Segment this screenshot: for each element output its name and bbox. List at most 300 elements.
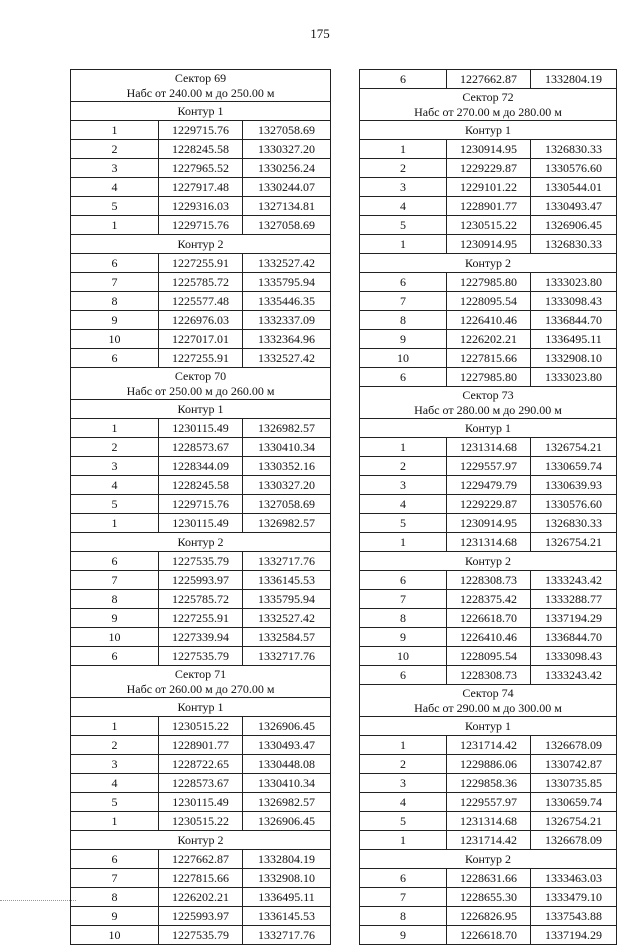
coordinate-x: 1228095.54 (447, 647, 531, 666)
coordinate-x: 1230515.22 (159, 812, 243, 831)
coordinate-x: 1225993.97 (159, 571, 243, 590)
table-row (71, 495, 331, 514)
table-row (71, 330, 331, 349)
contour-header-row (360, 254, 617, 273)
coordinate-y: 1326982.57 (243, 793, 331, 812)
point-number: 6 (71, 254, 159, 273)
sector-header (71, 666, 331, 698)
sector-height-range: Набс от 280.00 м до 290.00 м (414, 403, 562, 417)
coordinate-y: 1333098.43 (531, 647, 617, 666)
sector-height-range: Набс от 260.00 м до 270.00 м (126, 682, 275, 696)
contour-header: Контур 2 (360, 850, 617, 869)
coordinate-x: 1231314.68 (447, 533, 531, 552)
coordinate-y: 1326830.33 (531, 514, 617, 533)
point-number: 1 (71, 419, 159, 438)
point-number: 1 (360, 533, 447, 552)
coordinate-x: 1229557.97 (447, 793, 531, 812)
point-number: 9 (360, 926, 447, 945)
coordinate-y: 1332717.76 (243, 926, 331, 945)
coordinate-y: 1333288.77 (531, 590, 617, 609)
coordinate-x: 1227017.01 (159, 330, 243, 349)
coordinate-y: 1336495.11 (531, 330, 617, 349)
coordinate-x: 1229229.87 (447, 495, 531, 514)
coordinate-y: 1332527.42 (243, 254, 331, 273)
coordinate-x: 1228573.67 (159, 774, 243, 793)
coordinate-y: 1336844.70 (531, 311, 617, 330)
point-number: 8 (360, 609, 447, 628)
point-number: 1 (360, 140, 447, 159)
coordinate-y: 1332717.76 (243, 647, 331, 666)
coordinate-y: 1326906.45 (531, 216, 617, 235)
point-number: 8 (360, 907, 447, 926)
coordinate-x: 1227535.79 (159, 926, 243, 945)
point-number: 1 (71, 717, 159, 736)
coordinate-x: 1230515.22 (447, 216, 531, 235)
point-number: 6 (360, 273, 447, 292)
contour-header-row (71, 102, 331, 121)
table-row (71, 793, 331, 812)
table-row (71, 140, 331, 159)
coordinates-table-right (359, 69, 617, 945)
coordinate-y: 1330576.60 (531, 495, 617, 514)
table-row (360, 349, 617, 368)
point-number: 1 (71, 121, 159, 140)
point-number: 2 (360, 159, 447, 178)
table-row (360, 216, 617, 235)
point-number: 2 (71, 140, 159, 159)
page-number: 175 (310, 26, 330, 41)
table-row (360, 869, 617, 888)
point-number: 9 (71, 907, 159, 926)
coordinate-y: 1332804.19 (531, 70, 617, 89)
sector-height-range: Набс от 250.00 м до 260.00 м (126, 384, 275, 398)
table-row (360, 793, 617, 812)
coordinate-x: 1230115.49 (159, 419, 243, 438)
table-row (360, 774, 617, 793)
table-row (71, 869, 331, 888)
point-number: 7 (360, 590, 447, 609)
coordinate-x: 1227965.52 (159, 159, 243, 178)
coordinate-y: 1337543.88 (531, 907, 617, 926)
coordinate-x: 1228308.73 (447, 666, 531, 685)
coordinate-x: 1228901.77 (447, 197, 531, 216)
point-number: 6 (360, 368, 447, 387)
coordinate-y: 1335795.94 (243, 273, 331, 292)
point-number: 9 (360, 628, 447, 647)
table-row (360, 292, 617, 311)
sector-height-range: Набс от 270.00 м до 280.00 м (414, 105, 562, 119)
contour-header-row (71, 400, 331, 419)
sector-header (360, 685, 617, 717)
point-number: 4 (71, 476, 159, 495)
coordinate-x: 1227815.66 (159, 869, 243, 888)
coordinate-x: 1231314.68 (447, 812, 531, 831)
coordinate-x: 1227255.91 (159, 349, 243, 368)
coordinate-x: 1229101.22 (447, 178, 531, 197)
sector-height-range: Набс от 290.00 м до 300.00 м (414, 701, 562, 715)
point-number: 7 (71, 273, 159, 292)
point-number: 6 (71, 850, 159, 869)
point-number: 9 (360, 330, 447, 349)
table-row (71, 273, 331, 292)
coordinate-y: 1336495.11 (243, 888, 331, 907)
point-number: 7 (360, 292, 447, 311)
table-row (71, 736, 331, 755)
coordinate-y: 1332717.76 (243, 552, 331, 571)
coordinate-y: 1326982.57 (243, 514, 331, 533)
table-row (360, 311, 617, 330)
table-row (360, 235, 617, 254)
point-number: 4 (71, 774, 159, 793)
coordinate-y: 1330742.87 (531, 755, 617, 774)
coordinate-y: 1332527.42 (243, 609, 331, 628)
coordinate-y: 1327058.69 (243, 495, 331, 514)
coordinate-x: 1227985.80 (447, 273, 531, 292)
table-row (71, 311, 331, 330)
table-row (360, 736, 617, 755)
coordinate-y: 1326830.33 (531, 235, 617, 254)
table-row (360, 70, 617, 89)
point-number: 1 (360, 831, 447, 850)
coordinate-x: 1228901.77 (159, 736, 243, 755)
coordinate-x: 1225785.72 (159, 273, 243, 292)
table-row (360, 330, 617, 349)
point-number: 4 (360, 495, 447, 514)
coordinate-x: 1227815.66 (447, 349, 531, 368)
point-number: 5 (360, 812, 447, 831)
table-row (71, 514, 331, 533)
coordinate-x: 1227255.91 (159, 254, 243, 273)
contour-header-row (71, 235, 331, 254)
table-row (360, 926, 617, 945)
coordinate-y: 1332584.57 (243, 628, 331, 647)
contour-header-row (71, 698, 331, 717)
coordinate-x: 1227535.79 (159, 552, 243, 571)
coordinate-y: 1326678.09 (531, 831, 617, 850)
coordinate-y: 1332908.10 (243, 869, 331, 888)
coordinate-y: 1332908.10 (531, 349, 617, 368)
coordinate-x: 1227535.79 (159, 647, 243, 666)
coordinate-x: 1231714.42 (447, 831, 531, 850)
table-row (71, 178, 331, 197)
coordinate-x: 1227917.48 (159, 178, 243, 197)
coordinate-y: 1326906.45 (243, 717, 331, 736)
coordinate-y: 1330639.93 (531, 476, 617, 495)
point-number: 5 (360, 216, 447, 235)
table-row (360, 438, 617, 457)
table-row (360, 647, 617, 666)
table-row (360, 907, 617, 926)
point-number: 8 (71, 590, 159, 609)
coordinate-x: 1226618.70 (447, 926, 531, 945)
point-number: 3 (360, 476, 447, 495)
coordinate-x: 1226410.46 (447, 311, 531, 330)
point-number: 1 (360, 235, 447, 254)
coordinate-y: 1326754.21 (531, 812, 617, 831)
coordinate-x: 1228722.65 (159, 755, 243, 774)
sector-header (71, 368, 331, 400)
table-row (360, 273, 617, 292)
point-number: 3 (360, 178, 447, 197)
table-row (360, 140, 617, 159)
coordinate-y: 1335795.94 (243, 590, 331, 609)
coordinate-y: 1330327.20 (243, 140, 331, 159)
coordinate-y: 1333463.03 (531, 869, 617, 888)
point-number: 6 (360, 869, 447, 888)
point-number: 6 (71, 552, 159, 571)
contour-header: Контур 1 (360, 121, 617, 140)
coordinate-x: 1228573.67 (159, 438, 243, 457)
table-row (71, 419, 331, 438)
coordinate-y: 1327134.81 (243, 197, 331, 216)
point-number: 8 (360, 311, 447, 330)
table-row (71, 888, 331, 907)
table-row (360, 457, 617, 476)
table-row (71, 457, 331, 476)
point-number: 8 (71, 888, 159, 907)
table-row (360, 888, 617, 907)
point-number: 6 (360, 666, 447, 685)
contour-header: Контур 2 (360, 254, 617, 273)
contour-header: Контур 1 (71, 400, 331, 419)
point-number: 8 (71, 292, 159, 311)
table-row (71, 850, 331, 869)
point-number: 3 (71, 457, 159, 476)
table-row (71, 812, 331, 831)
table-row (360, 666, 617, 685)
coordinate-x: 1229715.76 (159, 495, 243, 514)
point-number: 3 (360, 774, 447, 793)
table-row (71, 926, 331, 945)
coordinate-y: 1327058.69 (243, 121, 331, 140)
table-row (71, 907, 331, 926)
coordinate-x: 1228344.09 (159, 457, 243, 476)
point-number: 7 (360, 888, 447, 907)
coordinate-x: 1228375.42 (447, 590, 531, 609)
table-row (71, 647, 331, 666)
contour-header: Контур 2 (360, 552, 617, 571)
coordinate-x: 1227662.87 (447, 70, 531, 89)
sector-header-row (71, 70, 331, 102)
sector-header-row (360, 89, 617, 121)
coordinate-y: 1330544.01 (531, 178, 617, 197)
point-number: 2 (360, 457, 447, 476)
table-row (360, 812, 617, 831)
point-number: 2 (360, 755, 447, 774)
table-row (71, 590, 331, 609)
coordinate-x: 1227985.80 (447, 368, 531, 387)
contour-header-row (360, 850, 617, 869)
coordinate-x: 1230115.49 (159, 793, 243, 812)
contour-header: Контур 2 (71, 235, 331, 254)
coordinate-y: 1332364.96 (243, 330, 331, 349)
contour-header: Контур 2 (71, 533, 331, 552)
table-row (71, 571, 331, 590)
table-row (360, 495, 617, 514)
contour-header-row (360, 717, 617, 736)
coordinate-y: 1326754.21 (531, 533, 617, 552)
table-row (360, 755, 617, 774)
sector-header-row (360, 685, 617, 717)
sector-header (71, 70, 331, 102)
table-row (360, 571, 617, 590)
table-row (71, 197, 331, 216)
table-row (71, 628, 331, 647)
coordinate-y: 1333479.10 (531, 888, 617, 907)
point-number: 4 (360, 793, 447, 812)
coordinate-x: 1226976.03 (159, 311, 243, 330)
coordinate-x: 1229715.76 (159, 216, 243, 235)
coordinate-y: 1333098.43 (531, 292, 617, 311)
coordinate-y: 1332527.42 (243, 349, 331, 368)
coordinate-x: 1227662.87 (159, 850, 243, 869)
coordinate-x: 1227255.91 (159, 609, 243, 628)
sector-title: Сектор 71 (174, 667, 227, 681)
coordinate-y: 1332337.09 (243, 311, 331, 330)
coordinate-x: 1228245.58 (159, 476, 243, 495)
coordinate-x: 1231314.68 (447, 438, 531, 457)
point-number: 6 (71, 647, 159, 666)
point-number: 10 (360, 349, 447, 368)
table-row (71, 774, 331, 793)
coordinate-x: 1229479.79 (447, 476, 531, 495)
point-number: 6 (360, 70, 447, 89)
table-row (71, 438, 331, 457)
point-number: 5 (71, 495, 159, 514)
table-row (360, 590, 617, 609)
coordinate-y: 1330410.34 (243, 438, 331, 457)
sector-title: Сектор 74 (462, 686, 514, 700)
table-row (360, 476, 617, 495)
coordinate-x: 1227339.94 (159, 628, 243, 647)
table-row (71, 349, 331, 368)
coordinate-y: 1336145.53 (243, 907, 331, 926)
contour-header-row (360, 419, 617, 438)
table-row (360, 831, 617, 850)
coordinate-y: 1332804.19 (243, 850, 331, 869)
point-number: 9 (71, 609, 159, 628)
table-row (71, 292, 331, 311)
contour-header: Контур 1 (360, 717, 617, 736)
sector-title: Сектор 73 (462, 388, 514, 402)
table-row (360, 533, 617, 552)
point-number: 4 (360, 197, 447, 216)
coordinate-y: 1337194.29 (531, 609, 617, 628)
coordinate-x: 1229229.87 (447, 159, 531, 178)
table-row (360, 197, 617, 216)
point-number: 10 (71, 926, 159, 945)
point-number: 10 (71, 330, 159, 349)
coordinate-x: 1228308.73 (447, 571, 531, 590)
coordinate-y: 1326754.21 (531, 438, 617, 457)
point-number: 1 (360, 438, 447, 457)
point-number: 9 (71, 311, 159, 330)
point-number: 5 (71, 793, 159, 812)
contour-header-row (360, 121, 617, 140)
sector-header-row (71, 666, 331, 698)
contour-header: Контур 1 (71, 102, 331, 121)
coordinate-x: 1230115.49 (159, 514, 243, 533)
coordinate-y: 1326830.33 (531, 140, 617, 159)
coordinate-y: 1330448.08 (243, 755, 331, 774)
sector-header-row (360, 387, 617, 419)
point-number: 3 (71, 755, 159, 774)
coordinate-x: 1226618.70 (447, 609, 531, 628)
coordinate-y: 1330576.60 (531, 159, 617, 178)
contour-header: Контур 1 (360, 419, 617, 438)
table-row (71, 121, 331, 140)
table-row (360, 628, 617, 647)
coordinate-y: 1326678.09 (531, 736, 617, 755)
sector-title: Сектор 69 (174, 71, 227, 85)
point-number: 7 (71, 571, 159, 590)
coordinate-y: 1326906.45 (243, 812, 331, 831)
contour-header-row (71, 831, 331, 850)
coordinate-x: 1228631.66 (447, 869, 531, 888)
coordinate-x: 1229715.76 (159, 121, 243, 140)
coordinate-y: 1330352.16 (243, 457, 331, 476)
coordinate-x: 1230914.95 (447, 514, 531, 533)
coordinate-y: 1330493.47 (531, 197, 617, 216)
sector-header-row (71, 368, 331, 400)
coordinate-x: 1226202.21 (447, 330, 531, 349)
contour-header: Контур 2 (71, 831, 331, 850)
coordinate-x: 1231714.42 (447, 736, 531, 755)
table-row (71, 552, 331, 571)
table-row (360, 159, 617, 178)
point-number: 6 (360, 571, 447, 590)
table-row (360, 178, 617, 197)
coordinate-x: 1226410.46 (447, 628, 531, 647)
coordinate-y: 1327058.69 (243, 216, 331, 235)
coordinate-x: 1225993.97 (159, 907, 243, 926)
point-number: 2 (71, 736, 159, 755)
coordinate-x: 1229858.36 (447, 774, 531, 793)
coordinate-x: 1225785.72 (159, 590, 243, 609)
coordinate-x: 1226202.21 (159, 888, 243, 907)
point-number: 6 (71, 349, 159, 368)
coordinate-x: 1229557.97 (447, 457, 531, 476)
sector-header (360, 387, 617, 419)
sector-header (360, 89, 617, 121)
coordinate-y: 1330410.34 (243, 774, 331, 793)
coordinate-y: 1336844.70 (531, 628, 617, 647)
coordinate-y: 1333243.42 (531, 571, 617, 590)
coordinate-x: 1230914.95 (447, 140, 531, 159)
point-number: 1 (360, 736, 447, 755)
table-row (71, 609, 331, 628)
point-number: 10 (360, 647, 447, 666)
table-row (360, 609, 617, 628)
point-number: 4 (71, 178, 159, 197)
coordinate-y: 1326982.57 (243, 419, 331, 438)
table-row (71, 717, 331, 736)
scan-edge-mark (0, 900, 76, 903)
coordinate-y: 1333023.80 (531, 273, 617, 292)
coordinate-y: 1333243.42 (531, 666, 617, 685)
table-row (71, 755, 331, 774)
coordinate-y: 1330493.47 (243, 736, 331, 755)
coordinate-y: 1336145.53 (243, 571, 331, 590)
point-number: 1 (71, 812, 159, 831)
contour-header: Контур 1 (71, 698, 331, 717)
point-number: 3 (71, 159, 159, 178)
point-number: 7 (71, 869, 159, 888)
table-row (71, 254, 331, 273)
point-number: 1 (71, 514, 159, 533)
point-number: 1 (71, 216, 159, 235)
coordinate-x: 1229886.06 (447, 755, 531, 774)
